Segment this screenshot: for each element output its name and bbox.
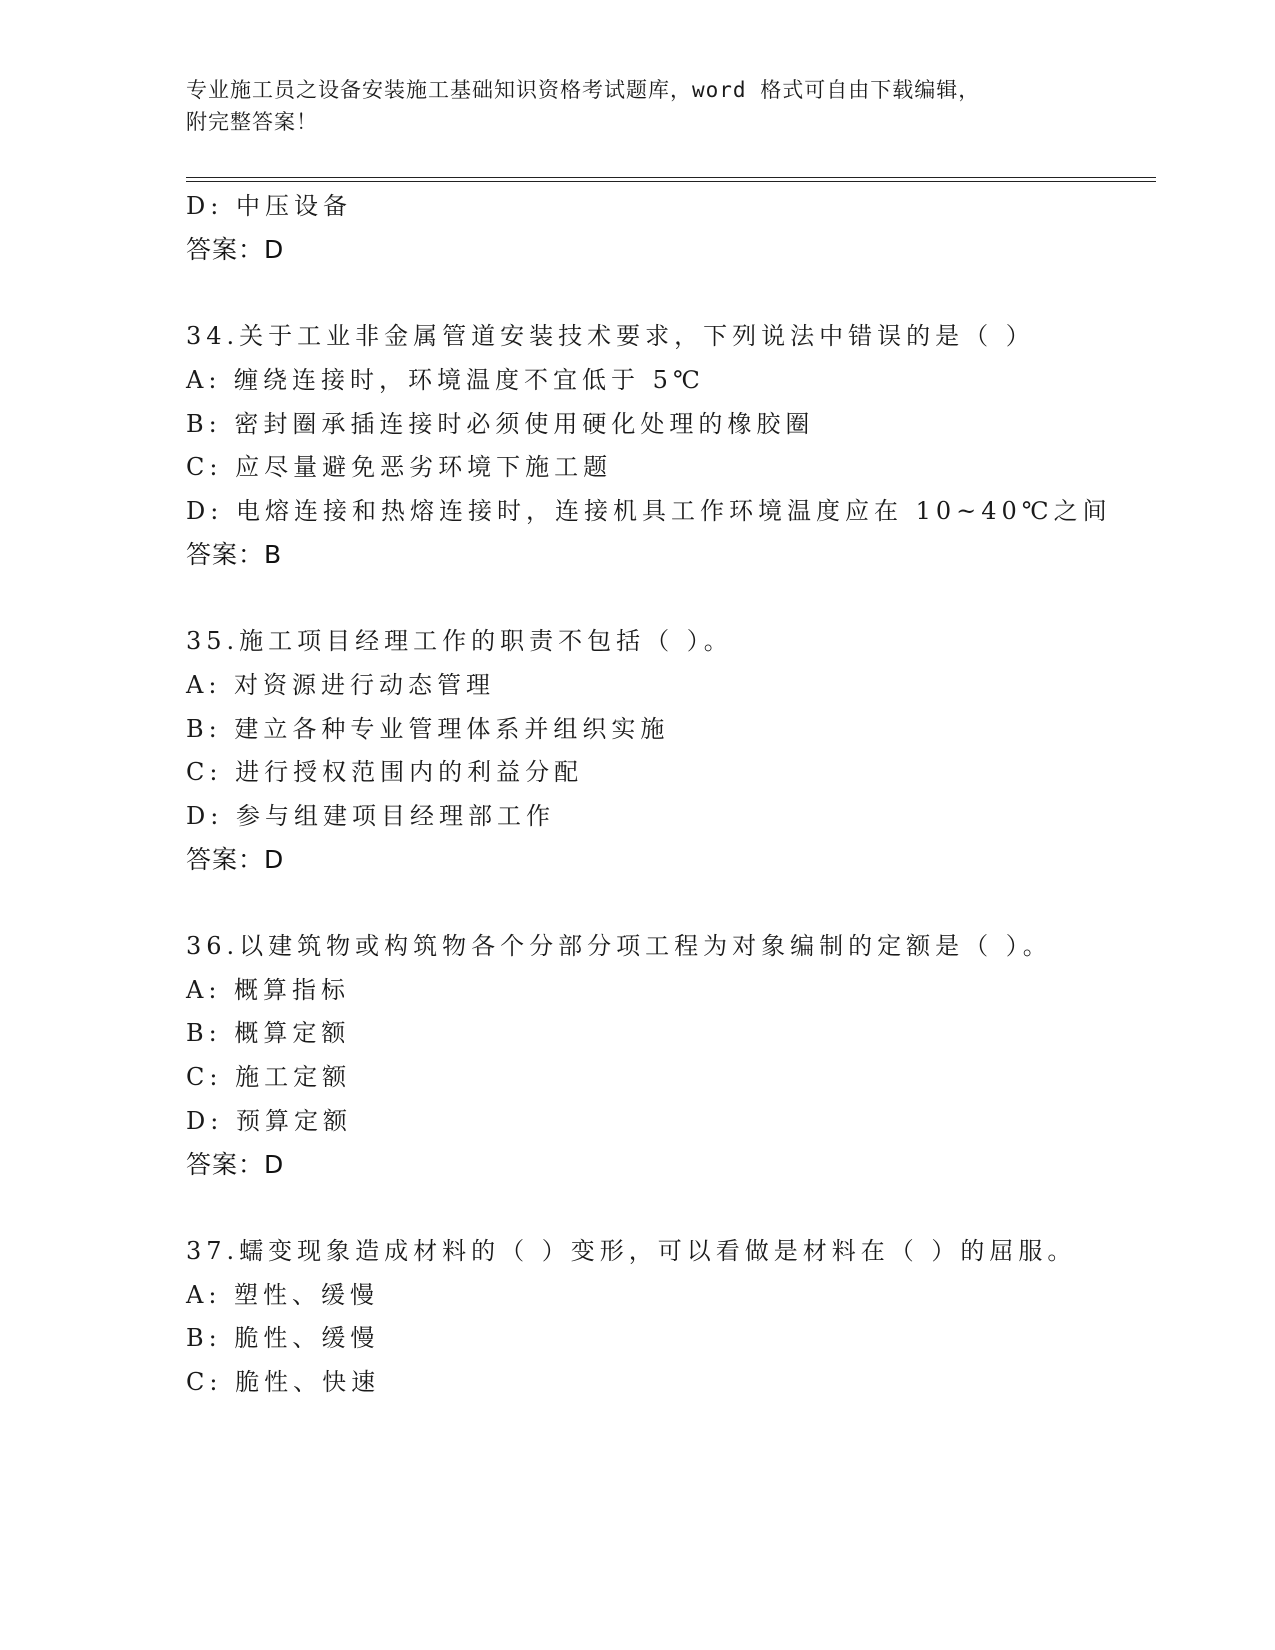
option-b: B: 密封圈承插连接时必须使用硬化处理的橡胶圈 [186, 410, 815, 438]
header-line-1: 专业施工员之设备安装施工基础知识资格考试题库，word 格式可自由下载编辑， [186, 78, 981, 102]
option-d: D: 中压设备 [186, 192, 352, 220]
header-divider [186, 177, 1156, 182]
option-c: C: 进行授权范围内的利益分配 [186, 758, 584, 786]
option-c: C: 应尽量避免恶劣环境下施工题 [186, 453, 613, 481]
option-b: B: 概算定额 [186, 1019, 351, 1047]
option-d: D: 参与组建项目经理部工作 [186, 802, 555, 830]
option-a: A: 概算指标 [186, 976, 351, 1004]
document-page [186, 0, 1156, 1650]
question-stem: 37.蠕变现象造成材料的（ ）变形，可以看做是材料在（ ）的屈服。 [186, 1237, 1077, 1265]
option-b: B: 建立各种专业管理体系并组织实施 [186, 715, 670, 743]
question-stem: 35.施工项目经理工作的职责不包括（ ）。 [186, 627, 733, 655]
option-a: A: 塑性、缓慢 [186, 1281, 380, 1309]
option-a: A: 缠绕连接时，环境温度不宜低于 5℃ [186, 366, 705, 394]
option-c: C: 脆性、快速 [186, 1368, 381, 1396]
answer-label: 答案：D [186, 1150, 285, 1179]
option-d: D: 电熔连接和热熔连接时，连接机具工作环境温度应在 10~40℃之间 [186, 497, 1112, 525]
question-stem: 34.关于工业非金属管道安装技术要求，下列说法中错误的是（ ） [186, 322, 1035, 350]
header-line-2: 附完整答案！ [186, 110, 318, 134]
question-stem: 36.以建筑物或构筑物各个分部分项工程为对象编制的定额是（ ）。 [186, 932, 1052, 960]
answer-label: 答案：D [186, 845, 285, 874]
option-d: D: 预算定额 [186, 1107, 352, 1135]
option-b: B: 脆性、缓慢 [186, 1324, 380, 1352]
answer-label: 答案：D [186, 235, 285, 264]
document-header [186, 74, 1086, 138]
option-c: C: 施工定额 [186, 1063, 352, 1091]
option-a: A: 对资源进行动态管理 [186, 671, 496, 699]
answer-label: 答案：B [186, 540, 283, 569]
